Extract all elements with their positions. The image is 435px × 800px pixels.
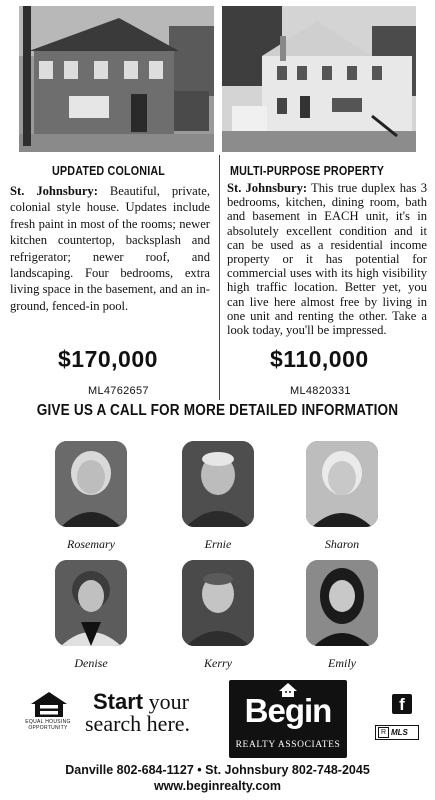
footer-website[interactable]: www.beginrealty.com [153, 779, 282, 793]
listing-1-town: St. Johnsbury: [10, 184, 98, 198]
agent-name-denise: Denise [74, 656, 108, 670]
agent-name-rosemary: Rosemary [67, 537, 115, 551]
mls-text: MLS [391, 728, 408, 737]
agent-photo-denise [55, 560, 127, 646]
listing-1-heading: UPDATED COLONIAL [52, 164, 166, 178]
slogan-your: your [143, 689, 189, 714]
agent-photo-kerry [182, 560, 254, 646]
listing-2-price: $110,000 [270, 346, 369, 372]
column-divider [219, 155, 220, 400]
logo-subtitle: REALTY ASSOCIATES [235, 740, 341, 750]
slogan-start: Start [93, 689, 144, 714]
listing-2-town: St. Johnsbury: [227, 181, 308, 195]
slogan-line-2: search here. [85, 711, 191, 736]
listing-1-ml-number: ML4762657 [88, 385, 149, 397]
listing-1-price: $170,000 [58, 346, 158, 372]
agent-photo-ernie [182, 441, 254, 527]
footer-phones: Danville 802-684-1127 • St. Johnsbury 802-748-2045 [65, 763, 370, 777]
agent-name-emily: Emily [328, 656, 356, 670]
agent-photo-emily [306, 560, 378, 646]
realtor-r-icon: R [378, 727, 389, 738]
mls-badge [375, 725, 419, 740]
colonial-house-photo [19, 6, 214, 152]
agent-photo-rosemary [55, 441, 127, 527]
listing-1-description [10, 183, 210, 314]
agent-name-kerry: Kerry [204, 656, 232, 670]
listing-2-ml-number: ML4820331 [290, 385, 351, 397]
agent-name-ernie: Ernie [204, 537, 232, 551]
begin-realty-logo [229, 680, 347, 758]
call-to-action-banner: GIVE US A CALL FOR MORE DETAILED INFORMATION [36, 402, 399, 419]
equal-housing-text: EQUAL HOUSING OPPORTUNITY [25, 719, 71, 731]
listing-2-description [227, 181, 427, 337]
duplex-house-photo [222, 6, 416, 152]
logo-name: Begin [244, 692, 332, 729]
facebook-icon[interactable]: f [392, 694, 412, 714]
listing-1-text: Beautiful, private, colonial style house. Updates include fresh paint in most of the rooms; newer kitchen countertop, backsplash and refrigerator; newer roof, and landscaping. Four bedrooms, extra living space in the basement, and an in-ground, fenced-in pool. [10, 184, 211, 313]
listing-2-heading: MULTI-PURPOSE PROPERTY [230, 164, 385, 178]
listing-2-text: This true duplex has 3 bedrooms, kitchen, dining room, bath and basement in EACH unit, it's in absolutely excellent condition and it can be used as a residential income property or it has potential for commercial uses with its high visibility high traffic location. Better yet, you can live here almost free by living in one unit and renting the other. Take a look today, you'll be impressed. [227, 181, 428, 338]
agent-name-sharon: Sharon [324, 537, 360, 551]
agent-photo-sharon [306, 441, 378, 527]
